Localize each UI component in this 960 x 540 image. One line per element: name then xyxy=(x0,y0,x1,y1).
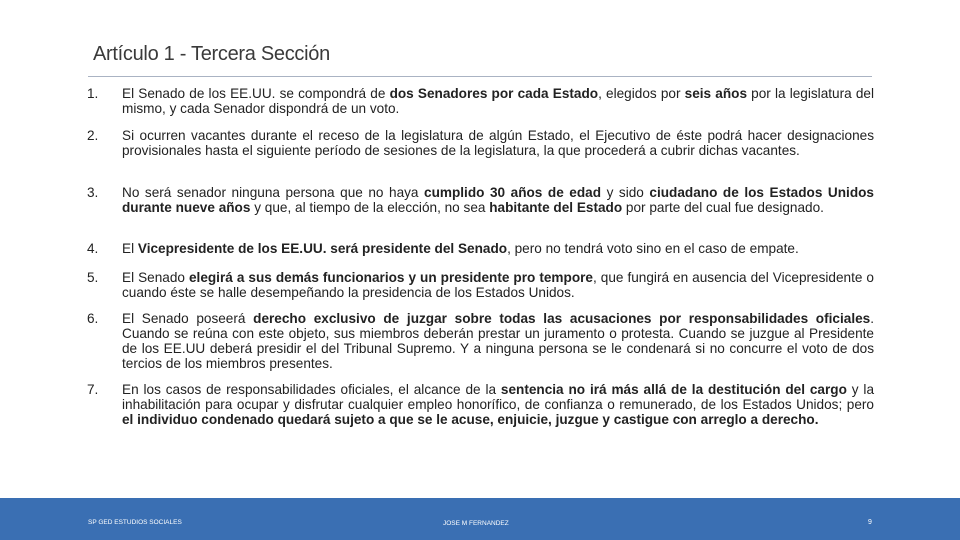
item-number: 3. xyxy=(87,185,99,200)
text-segment: por parte del cual fue designado. xyxy=(622,200,824,215)
item-text xyxy=(122,270,874,300)
text-segment: Si ocurren vacantes durante el receso de la legislatura de algún Estado, el Ejecutivo de éste podrá hacer designaciones provisionales hasta el siguiente período de sesiones de la legislatura, la que procederá a cubrir dichas vacantes. xyxy=(122,128,874,158)
footer-bar xyxy=(0,498,960,540)
text-segment: por la legislatura del mismo, y cada Senador dispondrá de un voto. xyxy=(122,86,874,116)
emphasized-text: el individuo condenado quedará sujeto a que se le acuse, enjuicie, juzgue y castigue con arreglo a derecho. xyxy=(122,412,819,427)
emphasized-text: seis años xyxy=(684,86,748,101)
emphasized-text: dos Senadores por cada Estado xyxy=(389,86,599,101)
item-text xyxy=(122,382,874,427)
emphasized-text: sentencia no irá más allá de la destitución del cargo xyxy=(500,382,847,397)
text-segment: En los casos de responsabilidades oficiales, el alcance de la xyxy=(122,382,501,397)
text-segment: El Senado poseerá xyxy=(122,311,254,326)
text-segment: El Senado xyxy=(122,270,189,285)
item-text xyxy=(122,241,874,256)
text-segment: El Senado de los EE.UU. se compondrá de xyxy=(122,86,390,101)
text-segment: , elegidos por xyxy=(598,86,685,101)
text-segment: , pero no tendrá voto sino en el caso de empate. xyxy=(507,241,799,256)
emphasized-text: derecho exclusivo de juzgar sobre todas las acusaciones por responsabilidades oficiales xyxy=(253,311,871,326)
item-number: 5. xyxy=(87,270,99,285)
emphasized-text: habitante del Estado xyxy=(489,200,623,215)
item-number: 4. xyxy=(87,241,99,256)
item-number: 6. xyxy=(87,311,99,326)
footer-author: JOSE M FERNANDEZ xyxy=(443,520,509,527)
page-number: 9 xyxy=(868,519,872,526)
item-number: 1. xyxy=(87,86,99,101)
item-number: 7. xyxy=(87,382,99,397)
item-text xyxy=(122,311,874,371)
text-segment: No será senador ninguna persona que no haya xyxy=(122,185,425,200)
emphasized-text: Vicepresidente de los EE.UU. será presidente del Senado xyxy=(137,241,508,256)
emphasized-text: cumplido 30 años de edad xyxy=(424,185,602,200)
title-divider xyxy=(88,76,872,77)
emphasized-text: ciudadano de los Estados Unidos durante nueve años xyxy=(122,185,874,215)
text-segment: y la inhabilitación para ocupar y disfrutar cualquier empleo honorífico, de confianza o remunerado, de los Estados Unidos; pero xyxy=(122,382,874,412)
item-text xyxy=(122,128,874,158)
slide-title: Artículo 1 - Tercera Sección xyxy=(93,43,330,65)
text-segment: El xyxy=(122,241,138,256)
item-number: 2. xyxy=(87,128,99,143)
text-segment: y sido xyxy=(601,185,650,200)
text-segment: . Cuando se reúna con este objeto, sus miembros deberán prestar un juramento o protesta. Cuando se juzgue al Presidente de los EE.UU deberá presidir el del Tribunal Supremo. Y a ninguna persona se le condenará si no concurre el voto de dos tercios de los miembros presentes. xyxy=(122,311,874,371)
footer-course: SP GED ESTUDIOS SOCIALES xyxy=(88,519,182,526)
emphasized-text: elegirá a sus demás funcionarios y un presidente pro tempore xyxy=(188,270,593,285)
item-text xyxy=(122,86,874,116)
item-text xyxy=(122,185,874,215)
text-segment: , que fungirá en ausencia del Vicepresidente o cuando éste se halle desempeñando la presidencia de los Estados Unidos. xyxy=(122,270,874,300)
text-segment: y que, al tiempo de la elección, no sea xyxy=(250,200,490,215)
